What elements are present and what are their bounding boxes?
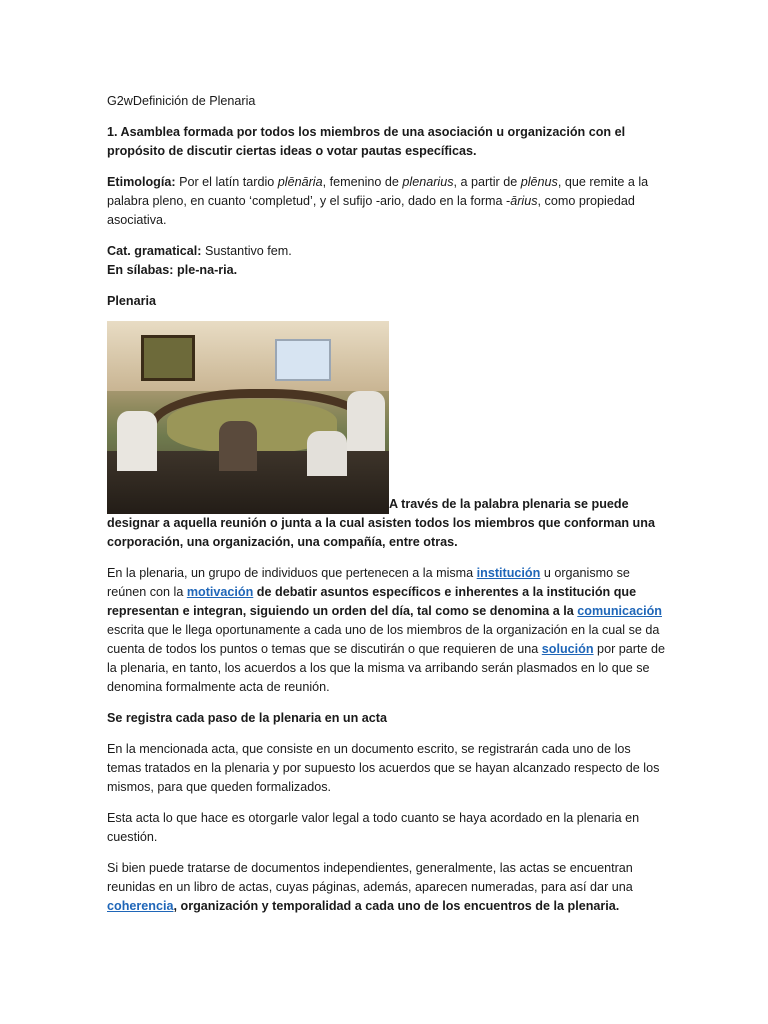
etimologia-text: , a partir de bbox=[453, 175, 521, 189]
etimologia-text: , femenino de bbox=[322, 175, 403, 189]
paragraph-text: , organización y temporalidad a cada uno de los encuentros de la plenaria. bbox=[173, 899, 620, 913]
etimologia-text: , que remite a la palabra pleno, en cuanto ‘completud’, y el sufijo -ario, dado en la forma - bbox=[107, 175, 649, 208]
document-body bbox=[107, 92, 667, 928]
link-coherencia[interactable]: coherencia bbox=[107, 899, 174, 913]
link-solucion[interactable]: solución bbox=[541, 642, 594, 656]
etimologia-term: ārius bbox=[510, 194, 538, 208]
paragraph-text: de debatir asuntos específicos e inherentes a la institución que representan e integran, siguiendo un orden del día, tal como se denomina a la bbox=[107, 585, 637, 618]
paragraph-text: Si bien puede tratarse de documentos independientes, generalmente, las actas se encuentran reunidas en un libro de actas, cuyas páginas, además, aparecen numeradas, para así dar una bbox=[107, 861, 633, 894]
doc-title: G2wDefinición de Plenaria bbox=[107, 94, 256, 108]
silabas-label: En sílabas: bbox=[107, 263, 174, 277]
plenaria-intro-paragraph bbox=[107, 321, 667, 552]
link-motivacion[interactable]: motivación bbox=[186, 585, 254, 599]
heading-acta-text: Se registra cada paso de la plenaria en un acta bbox=[107, 711, 387, 725]
etimologia-term: plēnāria bbox=[277, 175, 323, 189]
paragraph-text: por parte de la plenaria, en tanto, los acuerdos a los que la misma va arribando serán plasmados en lo que se denomina formalmente acta de reunión. bbox=[107, 642, 665, 694]
meeting-room-photo bbox=[107, 321, 389, 514]
gramatical-paragraph bbox=[107, 242, 667, 280]
paragraph-text: u organismo se reúnen con la bbox=[107, 566, 630, 599]
heading-acta bbox=[107, 709, 667, 728]
paragraph-text: escrita que le llega oportunamente a cada uno de los miembros de la organización en la cual se da cuenta de todos los puntos o temas que se discutirán o que requieren de una bbox=[107, 623, 660, 656]
definition-1 bbox=[107, 123, 667, 161]
heading-plenaria-text: Plenaria bbox=[107, 294, 157, 308]
silabas-value: ple-na-ria. bbox=[173, 263, 238, 277]
etimologia-term: plēnus bbox=[520, 175, 558, 189]
etimologia-label: Etimología: bbox=[107, 175, 176, 189]
plenaria-intro-text: A través de la palabra plenaria se puede designar a aquella reunión o junta a la cual asisten todos los miembros que conforman una corporación, una organización, una compañía, entre otras. bbox=[107, 497, 655, 549]
link-institucion[interactable]: institución bbox=[476, 566, 541, 580]
acta-paragraph-3 bbox=[107, 859, 667, 916]
plenaria-description-paragraph bbox=[107, 564, 667, 697]
cat-gramatical-value: Sustantivo fem. bbox=[201, 244, 292, 258]
definition-1-text: 1. Asamblea formada por todos los miembros de una asociación u organización con el propósito de discutir ciertas ideas o votar pautas específicas. bbox=[107, 125, 626, 158]
etimologia-paragraph bbox=[107, 173, 667, 230]
link-comunicacion[interactable]: comunicación bbox=[577, 604, 662, 618]
etimologia-text: , como propiedad asociativa. bbox=[107, 194, 635, 227]
acta-paragraph-1: En la mencionada acta, que consiste en un documento escrito, se registrarán cada uno de los temas tratados en la plenaria y por supuesto los acuerdos que se hayan alcanzado respecto de los mismos, para que queden formalizados. bbox=[107, 742, 660, 794]
etimologia-term: plenarius bbox=[402, 175, 454, 189]
acta-paragraph-2: Esta acta lo que hace es otorgarle valor legal a todo cuanto se haya acordado en la plenaria en cuestión. bbox=[107, 811, 640, 844]
heading-plenaria bbox=[107, 292, 667, 311]
etimologia-text: Por el latín tardio bbox=[175, 175, 278, 189]
cat-gramatical-label: Cat. gramatical: bbox=[107, 244, 202, 258]
paragraph-text: En la plenaria, un grupo de individuos que pertenecen a la misma bbox=[107, 566, 477, 580]
